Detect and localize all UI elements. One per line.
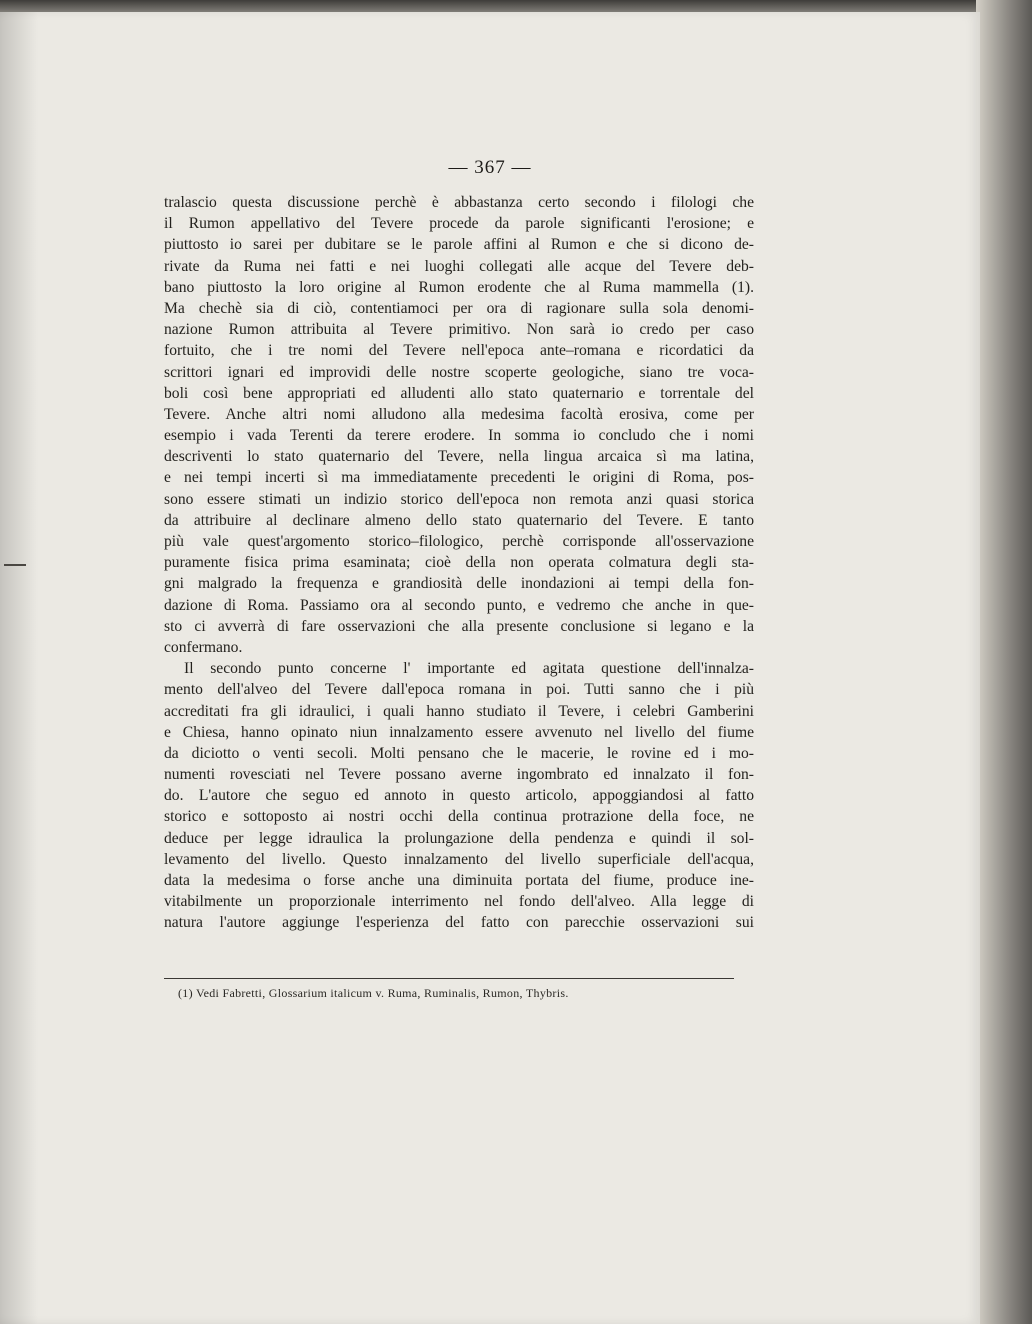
scan-edge-right [976,0,1032,1324]
text-line: accreditati fra gli idraulici, i quali hanno studiato il Tevere, i celebri Gamberini [164,702,754,720]
margin-mark [4,564,26,566]
text-line: e Chiesa, hanno opinato niun innalzamento essere avvenuto nel livello del fiume [164,723,754,741]
text-line: gni malgrado la frequenza e grandiosità delle inondazioni ai tempi della fon- [164,575,754,593]
gutter-shadow [0,12,38,1324]
text-line: Il secondo punto concerne l' importante ed agitata questione dell'innalza- [184,660,754,678]
text-line: scrittori ignari ed improvidi delle nostre scoperte geologiche, siano tre voca- [164,363,754,381]
text-line: fortuito, che i tre nomi del Tevere nell'epoca ante–romana e ricordatici da [164,342,754,360]
text-line: e nei tempi incerti sì ma immediatamente precedenti le origini di Roma, pos- [164,469,754,487]
text-line: il Rumon appellativo del Tevere procede da parole significanti l'erosione; e [164,215,754,233]
text-line: nazione Rumon attribuita al Tevere primitivo. Non sarà io credo per caso [164,321,754,339]
body-text [164,192,754,934]
text-line: natura l'autore aggiunge l'esperienza del fatto con parecchie osservazioni sui [164,914,754,932]
text-line: tralascio questa discussione perchè è abbastanza certo secondo i filologi che [164,194,754,211]
text-line: da diciotto o venti secoli. Molti pensano che le macerie, le rovine ed i mo- [164,744,754,762]
text-line: boli così bene appropriati ed alludenti allo stato quaternario e torrentale del [164,384,754,402]
text-line: descriventi lo stato quaternario del Tevere, nella lingua arcaica sì ma latina, [164,448,754,466]
paragraph-2 [164,658,754,933]
text-line: bano piuttosto la loro origine al Rumon erodente che al Ruma mammella (1). [164,278,754,296]
text-line: vitabilmente un proporzionale interrimento nel fondo dell'alveo. Alla legge di [164,893,754,911]
text-line: piuttosto io sarei per dubitare se le parole affini al Rumon e che si dicono de- [164,236,754,254]
text-line: puramente fisica prima esaminata; cioè della non operata colmatura degli sta- [164,554,754,572]
text-line: sono essere stimati un indizio storico dell'epoca non remota anzi quasi storica [164,490,754,508]
text-line: da attribuire al declinare almeno dello stato quaternario del Tevere. E tanto [164,511,754,529]
text-line: Tevere. Anche altri nomi alludono alla medesima facoltà erosiva, come per [164,405,754,423]
text-line: levamento del livello. Questo innalzamento del livello superficiale dell'acqua, [164,850,754,868]
text-line: rivate da Ruma nei fatti e nei luoghi collegati alle acque del Tevere deb- [164,257,754,275]
text-line: dazione di Roma. Passiamo ora al secondo punto, e vedremo che anche in que- [164,596,754,614]
text-line: sto ci avverrà di fare osservazioni che alla presente conclusione si legano e la [164,617,754,635]
text-line: mento dell'alveo del Tevere dall'epoca romana in poi. Tutti sanno che i più [164,681,754,699]
text-line: data la medesima o forse anche una diminuita portata del fiume, produce ine- [164,872,754,889]
text-line: Ma chechè sia di ciò, contentiamoci per ora di ragionare sulla sola denomi- [164,299,754,317]
text-line: numenti rovesciati nel Tevere possano averne ingombrato ed innalzato il fon- [164,766,754,784]
footnote: (1) Vedi Fabretti, Glossarium italicum v. Ruma, Ruminalis, Rumon, Thybris. [178,986,569,1000]
text-line: storico e sottoposto ai nostri occhi della continua protrazione della foce, ne [164,808,754,826]
book-page [0,12,980,1324]
text-line: deduce per legge idraulica la prolungazione della pendenza e quindi il sol- [164,829,754,847]
text-line: più vale quest'argomento storico–filologico, perchè corrisponde all'osservazione [164,533,754,550]
page-number: — 367 — [448,157,532,178]
footnote-rule [164,978,734,979]
text-line: confermano. [164,638,243,656]
text-line: esempio i vada Terenti da terere erodere. In somma io concludo che i nomi [164,427,754,445]
text-line: do. L'autore che seguo ed annoto in questo articolo, appoggiandosi al fatto [164,787,754,805]
paragraph-1 [164,192,754,658]
